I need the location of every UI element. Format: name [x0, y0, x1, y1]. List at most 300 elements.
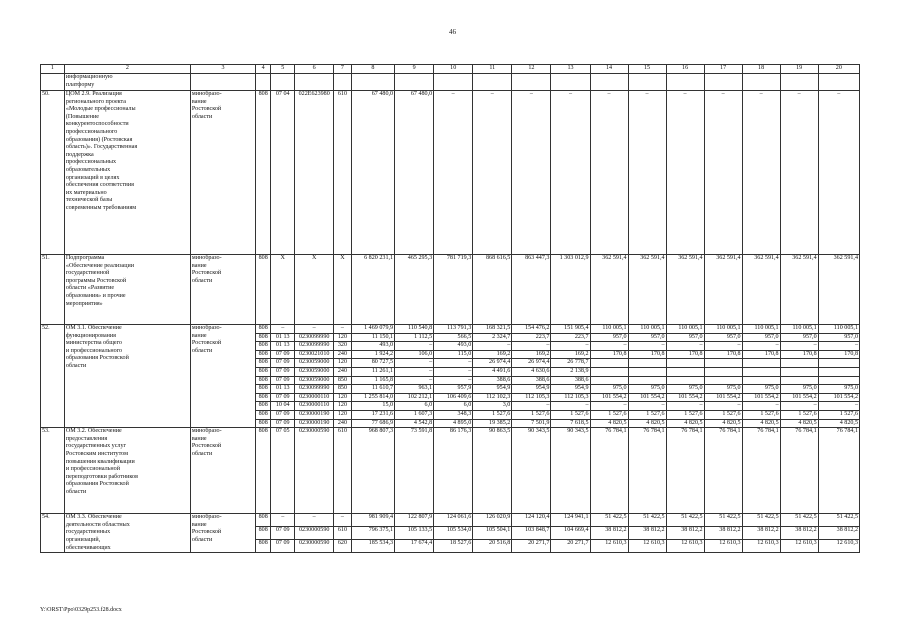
value-cell: 3,0	[473, 402, 512, 411]
value-cell: 103 848,7	[512, 527, 551, 540]
empty-cell	[666, 74, 704, 91]
value-cell: 4 895,0	[434, 419, 473, 428]
ministry-code-cell: 808	[256, 540, 271, 553]
value-cell: 975,0	[780, 385, 818, 394]
value-cell: 106,0	[395, 350, 434, 359]
value-cell: 76 784,1	[780, 428, 818, 514]
value-cell: 170,8	[780, 350, 818, 359]
column-number-header: 15	[628, 65, 666, 74]
target-article-cell: 0230099990	[295, 342, 334, 351]
value-cell: –	[512, 91, 551, 255]
value-cell: –	[551, 402, 590, 411]
row-number-cell: 51.	[41, 255, 65, 325]
value-cell: 170,8	[704, 350, 742, 359]
budget-table	[40, 64, 860, 553]
value-cell: 124 941,1	[551, 514, 590, 527]
value-cell: 4 491,6	[473, 367, 512, 376]
section-code-cell: 07 04	[271, 91, 295, 255]
column-number-row	[41, 65, 860, 74]
total-cell: 11 150,1	[351, 333, 394, 342]
value-cell: 101 554,2	[628, 393, 666, 402]
value-cell: 154 476,2	[512, 325, 551, 334]
value-cell: 12 610,3	[742, 540, 780, 553]
measure-name-cell: ОМ 3.3. Обеспечение деятельности областных государственных организаций, обеспечивающих	[64, 514, 190, 553]
value-cell: 1 527,6	[742, 410, 780, 419]
table-row	[41, 255, 860, 325]
target-article-cell: 0230059000	[295, 376, 334, 385]
executor-cell: минобразо- вание Ростовской области	[190, 325, 255, 428]
value-cell: –	[628, 91, 666, 255]
value-cell: 362 591,4	[742, 255, 780, 325]
value-cell: 781 719,3	[434, 255, 473, 325]
column-number-header: 16	[666, 65, 704, 74]
value-cell: 465 295,3	[395, 255, 434, 325]
value-cell: 102 212,1	[395, 393, 434, 402]
expense-type-cell: 610	[334, 527, 351, 540]
executor-cell: минобразо- вание Ростовской области	[190, 255, 255, 325]
value-cell: –	[473, 342, 512, 351]
value-cell: 110 005,1	[818, 325, 859, 334]
value-cell	[666, 367, 704, 376]
empty-cell	[628, 74, 666, 91]
column-number-header: 19	[780, 65, 818, 74]
value-cell: –	[704, 91, 742, 255]
value-cell: 963,1	[395, 385, 434, 394]
value-cell: 110 540,8	[395, 325, 434, 334]
value-cell: 51 422,5	[742, 514, 780, 527]
ministry-code-cell: 808	[256, 428, 271, 514]
value-cell: –	[395, 359, 434, 368]
column-number-header: 9	[395, 65, 434, 74]
value-cell: 112 105,3	[512, 393, 551, 402]
column-number-header: 8	[351, 65, 394, 74]
value-cell: 348,3	[434, 410, 473, 419]
value-cell	[780, 376, 818, 385]
column-number-header: 20	[818, 65, 859, 74]
row-number-cell: 53.	[41, 428, 65, 514]
section-code-cell: 01 13	[271, 333, 295, 342]
value-cell: 170,8	[742, 350, 780, 359]
target-article-cell: 0230021010	[295, 350, 334, 359]
value-cell: 101 554,2	[742, 393, 780, 402]
value-cell: 957,0	[590, 333, 628, 342]
value-cell: 957,9	[434, 385, 473, 394]
value-cell: 957,0	[818, 333, 859, 342]
expense-type-cell: 620	[334, 540, 351, 553]
row-number-cell	[41, 74, 65, 91]
row-number-cell: 54.	[41, 514, 65, 553]
value-cell: –	[434, 359, 473, 368]
section-code-cell: X	[271, 255, 295, 325]
value-cell: 124 061,6	[434, 514, 473, 527]
value-cell: –	[742, 91, 780, 255]
value-cell	[628, 376, 666, 385]
section-code-cell: 01 13	[271, 342, 295, 351]
value-cell: 51 422,5	[818, 514, 859, 527]
value-cell: 975,0	[628, 385, 666, 394]
value-cell: 2 324,7	[473, 333, 512, 342]
section-code-cell: 01 13	[271, 385, 295, 394]
value-cell: 169,2	[473, 350, 512, 359]
table-row	[41, 74, 860, 91]
column-number-header: 11	[473, 65, 512, 74]
value-cell: 38 812,2	[666, 527, 704, 540]
value-cell: –	[666, 402, 704, 411]
value-cell: 73 591,8	[395, 428, 434, 514]
empty-cell	[434, 74, 473, 91]
executor-cell: минобразо- вание Ростовской области	[190, 428, 255, 514]
value-cell: 1 527,6	[666, 410, 704, 419]
value-cell: 110 005,1	[628, 325, 666, 334]
target-article-cell: 0230000110	[295, 402, 334, 411]
value-cell	[666, 376, 704, 385]
value-cell: 12 610,3	[628, 540, 666, 553]
value-cell: 4 630,6	[512, 367, 551, 376]
value-cell: 101 554,2	[818, 393, 859, 402]
value-cell: 362 591,4	[628, 255, 666, 325]
ministry-code-cell: 808	[256, 367, 271, 376]
value-cell: 954,9	[512, 385, 551, 394]
expense-type-cell: 120	[334, 410, 351, 419]
measure-name-cell: информационную платформу	[64, 74, 190, 91]
empty-cell	[704, 74, 742, 91]
value-cell: 26 778,7	[551, 359, 590, 368]
value-cell: 90 343,5	[551, 428, 590, 514]
value-cell	[742, 367, 780, 376]
expense-type-cell: 120	[334, 333, 351, 342]
value-cell: –	[434, 91, 473, 255]
target-article-cell: 0230000110	[295, 393, 334, 402]
value-cell: 4 820,5	[780, 419, 818, 428]
value-cell: 26 974,4	[512, 359, 551, 368]
expense-type-cell: 850	[334, 376, 351, 385]
target-article-cell: 0230099990	[295, 333, 334, 342]
value-cell: –	[780, 91, 818, 255]
expense-type-cell: 240	[334, 419, 351, 428]
empty-cell	[295, 74, 334, 91]
value-cell: 38 812,2	[590, 527, 628, 540]
value-cell	[590, 359, 628, 368]
value-cell: –	[590, 91, 628, 255]
value-cell: 110 005,1	[666, 325, 704, 334]
value-cell: 169,2	[551, 350, 590, 359]
value-cell: 6,0	[434, 402, 473, 411]
value-cell: 51 422,5	[666, 514, 704, 527]
value-cell: 20 271,7	[551, 540, 590, 553]
section-code-cell: 07 09	[271, 367, 295, 376]
target-article-cell: –	[295, 325, 334, 334]
value-cell: 112 102,3	[473, 393, 512, 402]
value-cell: 106 409,6	[434, 393, 473, 402]
value-cell: 51 422,5	[590, 514, 628, 527]
empty-cell	[395, 74, 434, 91]
total-cell: 1 924,2	[351, 350, 394, 359]
value-cell: 38 812,2	[704, 527, 742, 540]
value-cell: 975,0	[666, 385, 704, 394]
value-cell: 38 812,2	[742, 527, 780, 540]
target-article-cell: –	[295, 514, 334, 527]
value-cell: 112 105,3	[551, 393, 590, 402]
value-cell: 110 005,1	[704, 325, 742, 334]
expense-type-cell: 120	[334, 402, 351, 411]
budget-table-wrapper	[40, 64, 860, 553]
empty-cell	[271, 74, 295, 91]
value-cell: 1 303 012,9	[551, 255, 590, 325]
expense-type-cell: X	[334, 255, 351, 325]
section-code-cell: –	[271, 325, 295, 334]
value-cell: 4 820,5	[666, 419, 704, 428]
empty-cell	[334, 74, 351, 91]
value-cell: 170,8	[666, 350, 704, 359]
target-article-cell: 022E623980	[295, 91, 334, 255]
expense-type-cell: –	[334, 325, 351, 334]
value-cell: 957,0	[628, 333, 666, 342]
empty-cell	[551, 74, 590, 91]
value-cell: 76 784,1	[742, 428, 780, 514]
value-cell: 975,0	[818, 385, 859, 394]
value-cell: 1 527,6	[780, 410, 818, 419]
value-cell: 115,0	[434, 350, 473, 359]
target-article-cell: 0230059000	[295, 367, 334, 376]
value-cell: 1 112,5	[395, 333, 434, 342]
value-cell: –	[742, 342, 780, 351]
value-cell: 12 610,3	[704, 540, 742, 553]
value-cell: –	[473, 91, 512, 255]
column-number-header: 18	[742, 65, 780, 74]
value-cell: 76 784,1	[704, 428, 742, 514]
column-number-header: 3	[190, 65, 255, 74]
value-cell: 90 863,5	[473, 428, 512, 514]
section-code-cell: 07 09	[271, 376, 295, 385]
value-cell: –	[434, 376, 473, 385]
value-cell: 110 005,1	[742, 325, 780, 334]
value-cell: –	[551, 342, 590, 351]
value-cell	[742, 359, 780, 368]
total-cell: 1 165,8	[351, 376, 394, 385]
column-number-header: 4	[256, 65, 271, 74]
value-cell: 6,0	[395, 402, 434, 411]
value-cell: –	[704, 342, 742, 351]
value-cell: 4 820,5	[628, 419, 666, 428]
empty-cell	[256, 74, 271, 91]
column-number-header: 13	[551, 65, 590, 74]
executor-cell: минобразо- вание Ростовской области	[190, 514, 255, 553]
value-cell: 170,8	[628, 350, 666, 359]
value-cell: –	[434, 367, 473, 376]
table-row	[41, 91, 860, 255]
value-cell: 362 591,4	[666, 255, 704, 325]
total-cell: 185 534,3	[351, 540, 394, 553]
value-cell: 362 591,4	[780, 255, 818, 325]
value-cell: –	[818, 91, 859, 255]
section-code-cell: 10 04	[271, 402, 295, 411]
value-cell: 957,0	[666, 333, 704, 342]
value-cell: 90 343,5	[512, 428, 551, 514]
empty-cell	[473, 74, 512, 91]
column-number-header: 12	[512, 65, 551, 74]
ministry-code-cell: 808	[256, 91, 271, 255]
target-article-cell: 0230000190	[295, 419, 334, 428]
target-article-cell: 0230000590	[295, 540, 334, 553]
section-code-cell: 07 09	[271, 419, 295, 428]
section-code-cell: 07 09	[271, 540, 295, 553]
value-cell: 110 005,1	[590, 325, 628, 334]
executor-cell	[190, 74, 255, 91]
value-cell: 101 554,2	[666, 393, 704, 402]
value-cell: 104 669,4	[551, 527, 590, 540]
value-cell: 388,6	[473, 376, 512, 385]
table-row	[41, 428, 860, 514]
value-cell: –	[666, 342, 704, 351]
ministry-code-cell: 808	[256, 527, 271, 540]
total-cell: 6 820 231,1	[351, 255, 394, 325]
value-cell: 67 480,0	[395, 91, 434, 255]
value-cell: –	[395, 367, 434, 376]
page-number: 46	[449, 28, 456, 36]
value-cell: –	[551, 91, 590, 255]
value-cell: 38 812,2	[780, 527, 818, 540]
value-cell: 110 005,1	[780, 325, 818, 334]
value-cell: 12 610,3	[590, 540, 628, 553]
value-cell: 863 447,3	[512, 255, 551, 325]
value-cell: 975,0	[704, 385, 742, 394]
value-cell: 20 271,7	[512, 540, 551, 553]
ministry-code-cell: 808	[256, 393, 271, 402]
value-cell	[628, 359, 666, 368]
total-cell: 17 231,6	[351, 410, 394, 419]
total-cell: 1 469 079,9	[351, 325, 394, 334]
value-cell: 51 422,5	[780, 514, 818, 527]
table-row	[41, 325, 860, 334]
executor-cell: минобразо- вание Ростовской области	[190, 91, 255, 255]
value-cell: 12 610,3	[666, 540, 704, 553]
total-cell: 77 686,9	[351, 419, 394, 428]
value-cell: 20 516,8	[473, 540, 512, 553]
value-cell: 7 501,9	[512, 419, 551, 428]
expense-type-cell: –	[334, 514, 351, 527]
value-cell: 101 554,2	[590, 393, 628, 402]
total-cell: 493,0	[351, 342, 394, 351]
value-cell: 4 820,5	[742, 419, 780, 428]
row-number-cell: 52.	[41, 325, 65, 428]
value-cell: –	[742, 402, 780, 411]
value-cell: 975,0	[590, 385, 628, 394]
value-cell: 12 610,3	[780, 540, 818, 553]
value-cell: 151 905,4	[551, 325, 590, 334]
value-cell: –	[628, 402, 666, 411]
value-cell: 126 020,9	[473, 514, 512, 527]
column-number-header: 7	[334, 65, 351, 74]
ministry-code-cell: 808	[256, 376, 271, 385]
column-number-header: 10	[434, 65, 473, 74]
value-cell: 86 176,3	[434, 428, 473, 514]
value-cell: 954,9	[473, 385, 512, 394]
value-cell: 170,8	[590, 350, 628, 359]
empty-cell	[512, 74, 551, 91]
total-cell: 80 727,5	[351, 359, 394, 368]
value-cell: 105 504,1	[473, 527, 512, 540]
total-cell: 968 807,3	[351, 428, 394, 514]
value-cell: 957,0	[704, 333, 742, 342]
value-cell: 105 534,0	[434, 527, 473, 540]
table-body	[41, 65, 860, 553]
value-cell: 1 527,6	[551, 410, 590, 419]
expense-type-cell: 610	[334, 428, 351, 514]
value-cell: –	[780, 402, 818, 411]
empty-cell	[818, 74, 859, 91]
section-code-cell: 07 09	[271, 527, 295, 540]
row-number-cell: 50.	[41, 91, 65, 255]
value-cell: 17 674,4	[395, 540, 434, 553]
table-row	[41, 514, 860, 527]
empty-cell	[780, 74, 818, 91]
target-article-cell: 0230000190	[295, 410, 334, 419]
measure-name-cell: ОМ 3.1. Обеспечение функционирования министерства общего и профессионального образования Ростовской области	[64, 325, 190, 428]
value-cell: –	[590, 342, 628, 351]
value-cell: 1 527,6	[818, 410, 859, 419]
value-cell: –	[780, 342, 818, 351]
value-cell: 76 784,1	[666, 428, 704, 514]
ministry-code-cell: 808	[256, 402, 271, 411]
total-cell: 1 255 814,0	[351, 393, 394, 402]
column-number-header: 6	[295, 65, 334, 74]
value-cell	[704, 367, 742, 376]
value-cell: 954,9	[551, 385, 590, 394]
ministry-code-cell: 808	[256, 333, 271, 342]
value-cell	[704, 376, 742, 385]
value-cell: 51 422,5	[628, 514, 666, 527]
ministry-code-cell: 808	[256, 350, 271, 359]
expense-type-cell: 610	[334, 91, 351, 255]
target-article-cell: 0230000590	[295, 428, 334, 514]
value-cell	[780, 367, 818, 376]
total-cell: 11 261,1	[351, 367, 394, 376]
value-cell: 362 591,4	[590, 255, 628, 325]
empty-cell	[590, 74, 628, 91]
value-cell: 4 820,5	[704, 419, 742, 428]
ministry-code-cell: 808	[256, 385, 271, 394]
value-cell	[590, 367, 628, 376]
value-cell: 105 133,5	[395, 527, 434, 540]
value-cell: –	[628, 342, 666, 351]
value-cell	[628, 367, 666, 376]
value-cell: 388,6	[551, 376, 590, 385]
value-cell: –	[590, 402, 628, 411]
target-article-cell: 0230059000	[295, 359, 334, 368]
section-code-cell: –	[271, 514, 295, 527]
value-cell: 7 618,5	[551, 419, 590, 428]
total-cell: 981 909,4	[351, 514, 394, 527]
expense-type-cell: 240	[334, 350, 351, 359]
expense-type-cell: 120	[334, 393, 351, 402]
value-cell	[590, 376, 628, 385]
ministry-code-cell: 808	[256, 342, 271, 351]
value-cell: 19 385,2	[473, 419, 512, 428]
value-cell: –	[666, 91, 704, 255]
section-code-cell: 07 09	[271, 350, 295, 359]
ministry-code-cell: 808	[256, 255, 271, 325]
value-cell: 223,7	[551, 333, 590, 342]
value-cell: 101 554,2	[704, 393, 742, 402]
value-cell: 38 812,2	[818, 527, 859, 540]
measure-name-cell: ЦОМ 2.9. Реализация регионального проекта «Молодые профессионалы (Повышение конкурентоспособности профессионального образования) (Ростовская область)». Государственная поддержка профессиональных образовательных организаций в целях обеспечения соответствия их материально технической базы современным требованиям	[64, 91, 190, 255]
value-cell: 168 321,5	[473, 325, 512, 334]
total-cell: 796 375,1	[351, 527, 394, 540]
value-cell: 566,5	[434, 333, 473, 342]
value-cell: 1 527,6	[628, 410, 666, 419]
column-number-header: 5	[271, 65, 295, 74]
total-cell: 67 480,0	[351, 91, 394, 255]
